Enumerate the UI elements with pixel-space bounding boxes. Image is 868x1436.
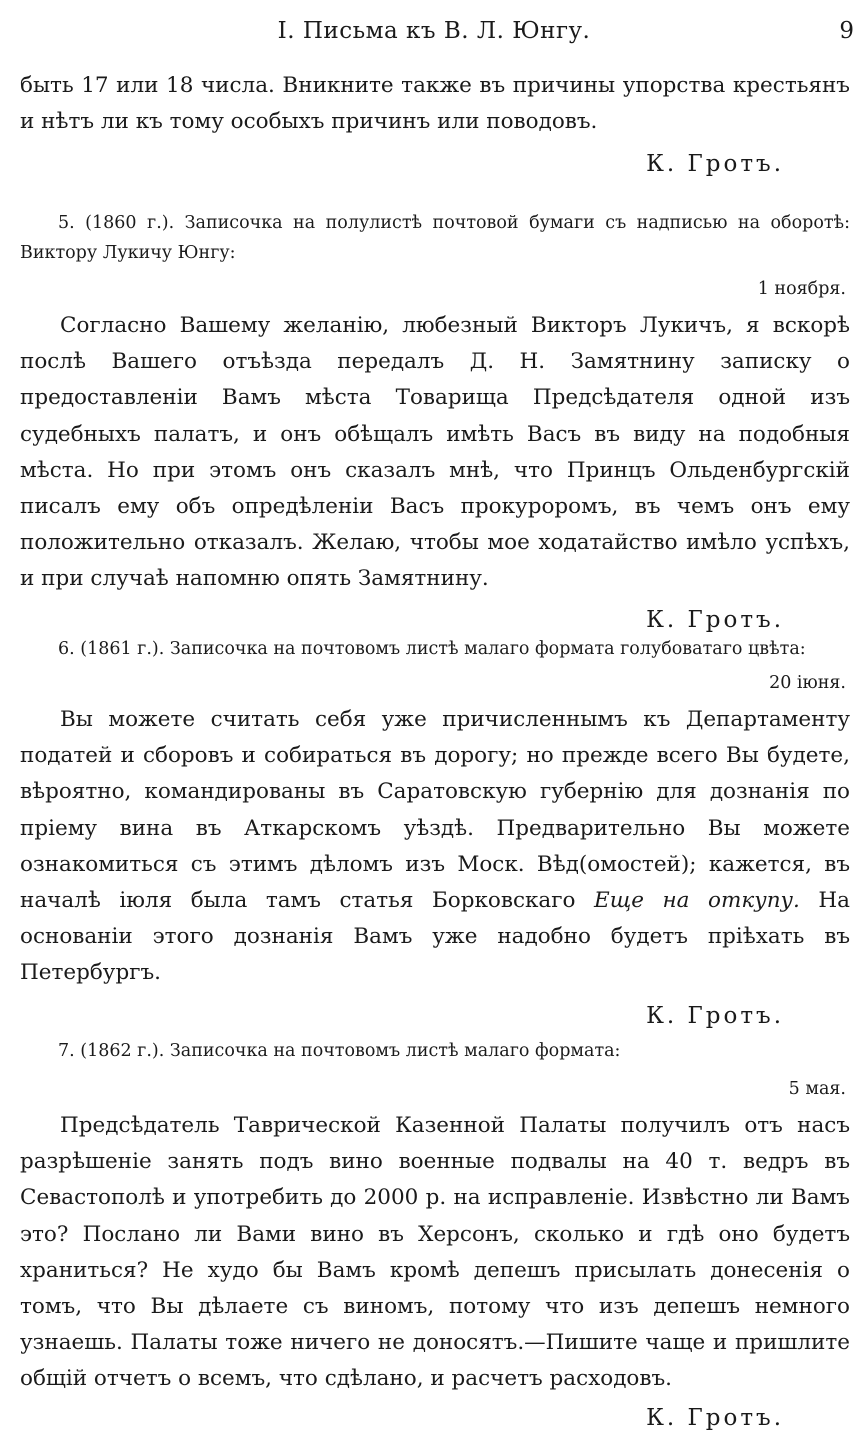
letter-7-date: 5 мая. (788, 1079, 846, 1099)
letter-6-signature: К. Гротъ. (646, 1002, 784, 1029)
article-title-italic: Еще на откупу. (594, 888, 800, 914)
letter-7-description: 7. (1862 г.). Записочка на почтовомъ листѣ малаго формата: (58, 1041, 621, 1061)
letter-4-signature: К. Гротъ. (646, 151, 784, 178)
letter-6-body-text-2: На основаніи этого дознанія Вамъ уже надобно будетъ пріѣхать въ Петербургъ. (20, 888, 850, 986)
letter-5-body: Согласно Вашему желанію, любезный Викторъ Лукичъ, я вскорѣ послѣ Вашего отъѣзда передалъ Д. Н. Замятнину записку о предоставленіи Вамъ мѣста Товарища Предсѣдателя одной изъ судебныхъ палатъ, и онъ обѣщалъ имѣть Васъ въ виду на подобныя мѣста. Но при этомъ онъ сказалъ мнѣ, что Принцъ Ольденбургскій писалъ ему объ опредѣленіи Васъ прокуроромъ, въ чемъ онъ ему положительно отказалъ. Желаю, чтобы мое ходатайство имѣло успѣхъ, и при случаѣ напомню опять Замятнину. (20, 313, 850, 592)
letter-5-date: 1 ноября. (757, 279, 846, 299)
letter-6-description: 6. (1861 г.). Записочка на почтовомъ листѣ малаго формата голубоватаго цвѣта: (58, 639, 806, 659)
running-title: I. Письма къ В. Л. Юнгу. (277, 18, 591, 44)
letter-5-description: 5. (1860 г.). Записочка на полулистѣ почтовой бумаги съ надписью на оборотѣ: Виктору Лукичу Юнгу: (20, 213, 850, 263)
page-number: 9 (839, 18, 854, 44)
letter-7 (20, 1036, 850, 1436)
letter-6 (20, 634, 850, 1034)
letter-6-body-text-1: Вы можете считать себя уже причисленнымъ къ Департаменту податей и сборовъ и собираться въ дорогу; но прежде всего Вы будете, вѣроятно, командированы въ Саратовскую губернію для дознанія по пріему вина въ Аткарскомъ уѣздѣ. Предварительно Вы можете ознакомиться съ этимъ дѣломъ изъ Моск. Вѣд(омостей); кажется, въ началѣ іюля была тамъ статья Борковскаго (20, 707, 850, 914)
letter-7-body: Предсѣдатель Таврической Казенной Палаты получилъ отъ насъ разрѣшеніе занять подъ вино военные подвалы на 40 т. ведръ въ Севастополѣ и употребить до 2000 р. на исправленіе. Извѣстно ли Вамъ это? Послано ли Вами вино въ Херсонъ, сколько и гдѣ оно будетъ храниться? Не худо бы Вамъ кромѣ депешъ присылать донесенія о томъ, что Вы дѣлаете съ виномъ, потому что изъ депешъ немного узнаешь. Палаты тоже ничего не доносятъ.—Пишите чаще и пришлите общій отчетъ о всемъ, что сдѣлано, и расчетъ расходовъ. (20, 1113, 850, 1392)
letter-6-date: 20 іюня. (769, 673, 846, 693)
letter-5-signature: К. Гротъ. (646, 606, 784, 633)
letter-5 (20, 208, 850, 638)
letter-7-signature: К. Гротъ. (646, 1404, 784, 1431)
letter-4-continuation (20, 68, 850, 182)
letter-6-body (20, 702, 850, 992)
running-header (0, 14, 868, 48)
letter-4-body: быть 17 или 18 числа. Вникните также въ причины упорства крестьянъ и нѣтъ ли къ тому особыхъ причинъ или поводовъ. (20, 73, 850, 135)
